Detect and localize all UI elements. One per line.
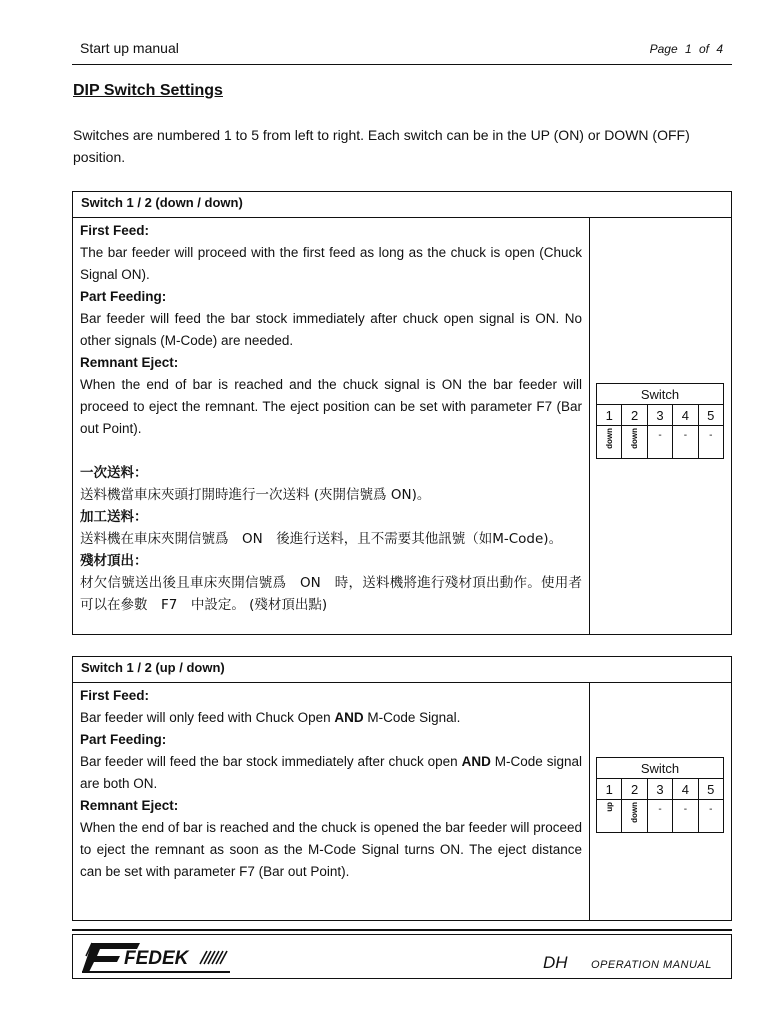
zh-part-feeding-title: 加工送料： xyxy=(80,509,148,525)
logo-wordmark: FEDEK xyxy=(124,948,189,969)
remnant-eject-title: Remnant Eject: xyxy=(80,798,179,813)
switch-state-cell xyxy=(673,800,698,833)
emphasis: AND xyxy=(461,754,491,769)
switch-state-cell xyxy=(647,800,672,833)
first-feed-title: First Feed: xyxy=(80,688,150,703)
switch-state: - xyxy=(683,430,688,441)
switch-number: 3 xyxy=(647,405,672,426)
section-heading: Switch 1 / 2 (down / down) xyxy=(73,192,731,218)
part-feeding-text xyxy=(80,751,582,795)
switch-state-cell xyxy=(622,800,647,833)
footer-manual-title: OPERATION MANUAL xyxy=(591,959,712,971)
section-heading: Switch 1 / 2 (up / down) xyxy=(73,657,731,683)
switch-state: - xyxy=(709,430,713,441)
footer-divider xyxy=(72,929,732,931)
switch-diagram-1 xyxy=(596,383,724,459)
text-run: Bar feeder will only feed with Chuck Open xyxy=(80,710,335,725)
emphasis: AND xyxy=(334,710,364,725)
first-feed-title: First Feed: xyxy=(80,223,150,238)
switch-number: 1 xyxy=(597,405,622,426)
switch-state: down xyxy=(630,802,640,823)
switch-diagram-title: Switch xyxy=(597,758,724,779)
zh-remnant-eject-title: 殘材頂出： xyxy=(80,553,148,569)
switch-state: - xyxy=(658,430,662,441)
first-feed-text: The bar feeder will proceed with the first feed as long as the chuck is open (Chuck Signal ON). xyxy=(80,245,582,282)
switch-state-cell xyxy=(597,800,622,833)
switch-state: up xyxy=(604,802,614,812)
part-feeding-text: Bar feeder will feed the bar stock immediately after chuck open signal is ON. No other signals (M-Code) are needed. xyxy=(80,311,582,348)
switch-state-cell xyxy=(647,426,672,459)
remnant-eject-title: Remnant Eject: xyxy=(80,355,179,370)
zh-first-feed-title: 一次送料： xyxy=(80,465,148,481)
remnant-eject-text: When the end of bar is reached and the chuck is opened the bar feeder will proceed to eject the remnant as soon as the M-Code Signal turns ON. The eject distance can be set with parameter F7 (Bar out Point). xyxy=(80,820,582,879)
switch-state-cell xyxy=(673,426,698,459)
switch-number: 4 xyxy=(673,405,698,426)
intro-paragraph: Switches are numbered 1 to 5 from left to right. Each switch can be in the UP (ON) or DOWN (OFF) position. xyxy=(73,127,690,165)
switch-state: down xyxy=(630,428,640,449)
switch-number: 2 xyxy=(622,779,647,800)
remnant-eject-text: When the end of bar is reached and the chuck signal is ON the bar feeder will proceed to eject the remnant. The eject position can be set with parameter F7 (Bar out Point). xyxy=(80,377,582,436)
switch-state: - xyxy=(709,804,713,815)
fedek-logo xyxy=(80,940,240,974)
header-document-title: Start up manual xyxy=(80,40,179,56)
footer-model: DH xyxy=(543,953,568,972)
zh-remnant-eject-text: 材欠信號送出後且車床夾開信號爲 ON 時，送料機將進行殘材頂出動作。使用者可以在參數 F7 中設定。 (殘材頂出點) xyxy=(80,575,582,613)
zh-part-feeding-text: 送料機在車床夾開信號爲 ON 後進行送料，且不需要其他訊號（如M-Code)。 xyxy=(80,531,563,547)
part-feeding-title: Part Feeding: xyxy=(80,289,167,304)
switch-diagram-2 xyxy=(596,757,724,833)
switch-number: 2 xyxy=(622,405,647,426)
switch-state-cell xyxy=(698,800,723,833)
switch-state: - xyxy=(658,804,662,815)
switch-state-cell xyxy=(698,426,723,459)
text-run: M-Code Signal. xyxy=(363,710,461,725)
switch-number: 1 xyxy=(597,779,622,800)
header-page-number: Page 1 of 4 xyxy=(649,42,723,56)
switch-state: down xyxy=(604,428,614,449)
switch-number: 5 xyxy=(698,405,723,426)
switch-number: 5 xyxy=(698,779,723,800)
spacer xyxy=(80,440,582,462)
page-title: DIP Switch Settings xyxy=(73,82,223,99)
text-run: M-Code signal are both ON. xyxy=(80,754,582,791)
text-run: Bar feeder will feed the bar stock immediately after chuck open xyxy=(80,754,462,769)
section-description xyxy=(73,683,590,920)
header-divider xyxy=(72,64,732,65)
zh-first-feed-text: 送料機當車床夾頭打開時進行一次送料 (夾開信號爲 ON)。 xyxy=(80,487,431,503)
switch-number: 3 xyxy=(647,779,672,800)
switch-state-cell xyxy=(622,426,647,459)
part-feeding-title: Part Feeding: xyxy=(80,732,167,747)
switch-diagram-title: Switch xyxy=(597,384,724,405)
section-description xyxy=(73,218,590,634)
switch-state: - xyxy=(683,804,688,815)
switch-number: 4 xyxy=(673,779,698,800)
first-feed-text xyxy=(80,707,582,729)
switch-state-cell xyxy=(597,426,622,459)
